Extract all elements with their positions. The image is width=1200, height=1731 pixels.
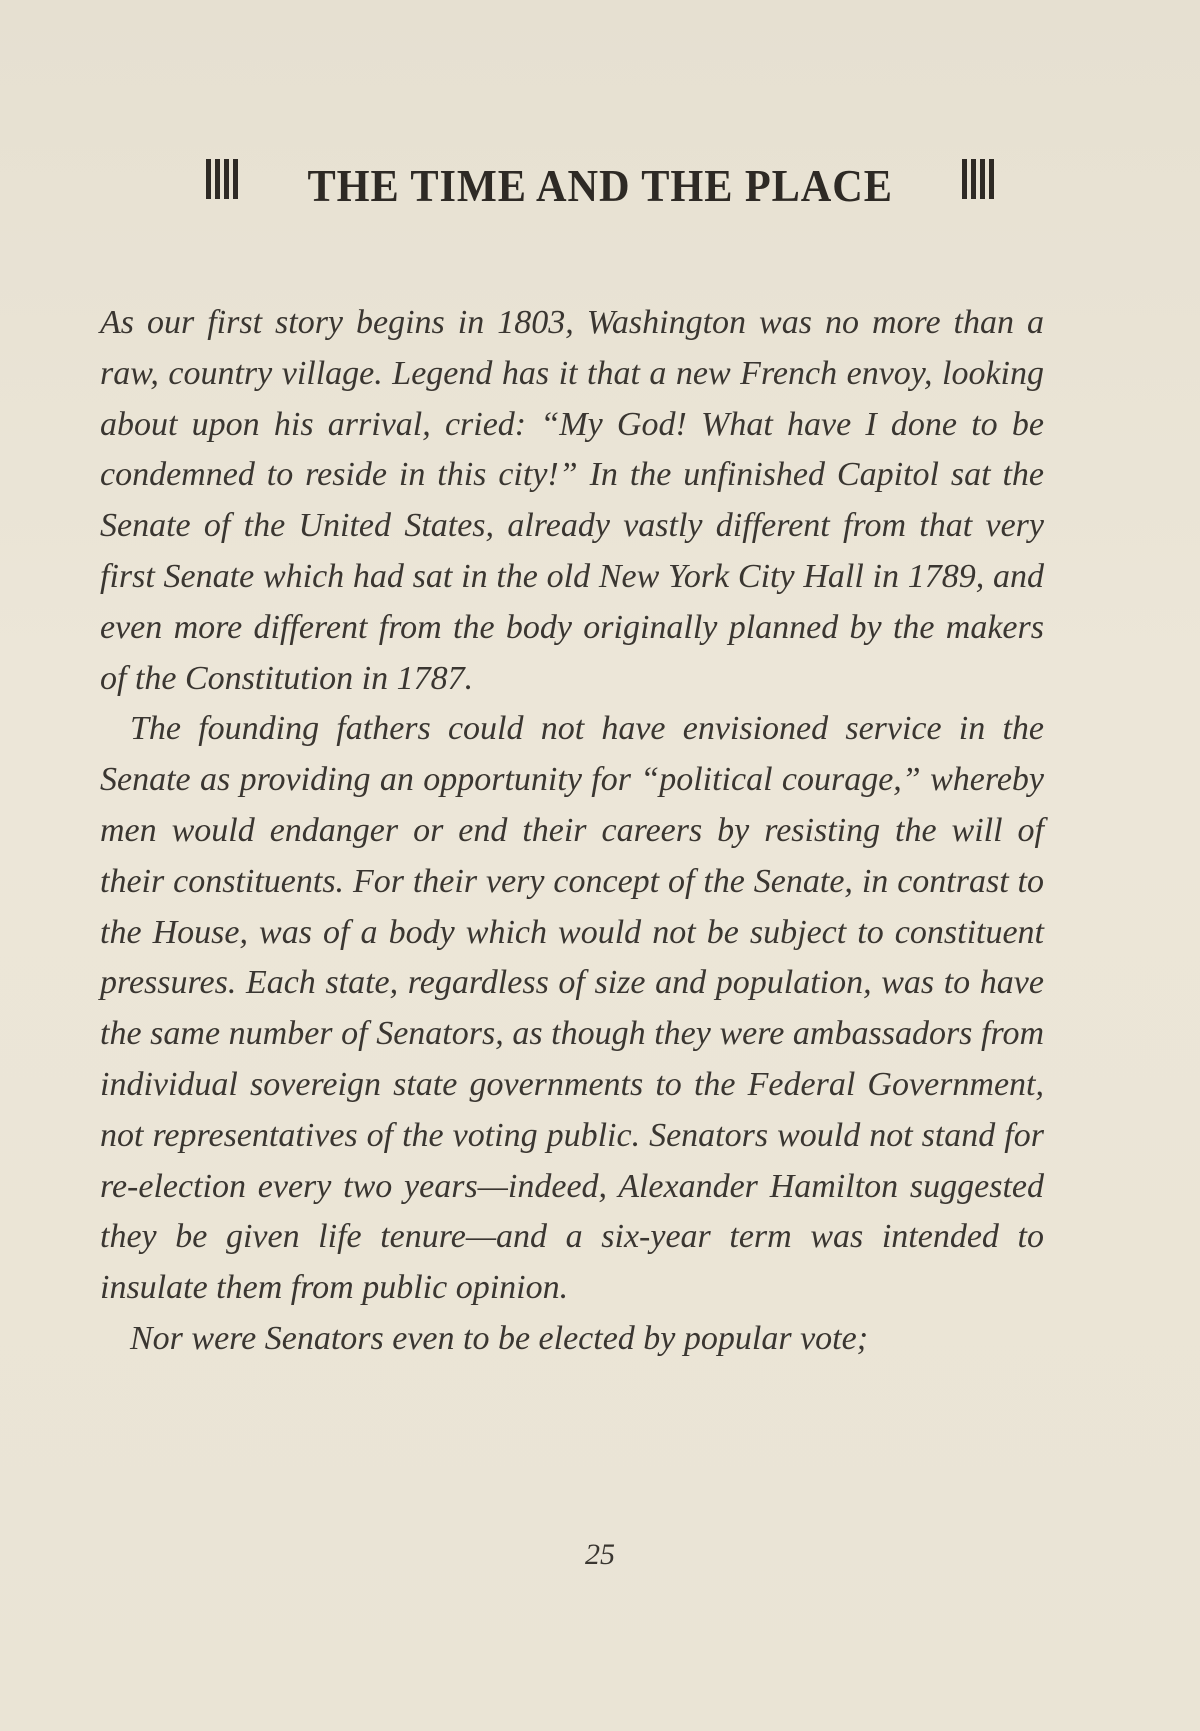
body-text <box>100 298 1044 1365</box>
left-ornament-bars <box>204 156 240 210</box>
chapter-title: THE TIME AND THE PLACE <box>307 160 893 212</box>
paragraph-2: The founding fathers could not have envisioned service in the Senate as providing an opportunity for “political courage,” whereby men would endanger or end their careers by resisting the will of their constituents. For their very concept of the Senate, in contrast to the House, was of a body which would not be subject to constituent pressures. Each state, regardless of size and population, was to have the same number of Senators, as though they were ambassadors from individual sovereign state governments to the Federal Government, not representatives of the voting public. Senators would not stand for re-election every two years—indeed, Alexander Hamilton suggested they be given life tenure—and a six-year term was intended to insulate them from public opinion. <box>100 710 1044 1307</box>
paragraph-3: Nor were Senators even to be elected by popular vote; <box>130 1319 869 1357</box>
chapter-heading <box>0 155 1200 213</box>
right-ornament-bars <box>960 156 996 210</box>
paragraph-1: As our first story begins in 1803, Washington was no more than a raw, country village. Legend has it that a new French envoy, looking about upon his arrival, cried: “My God! What have I done to be condemned to reside in this city!” In the unfinished Capitol sat the Senate of the United States, already vastly different from that very first Senate which had sat in the old New York City Hall in 1789, and even more different from the body originally planned by the makers of the Constitution in 1787. <box>100 304 1044 697</box>
page-number: 25 <box>585 1538 615 1571</box>
